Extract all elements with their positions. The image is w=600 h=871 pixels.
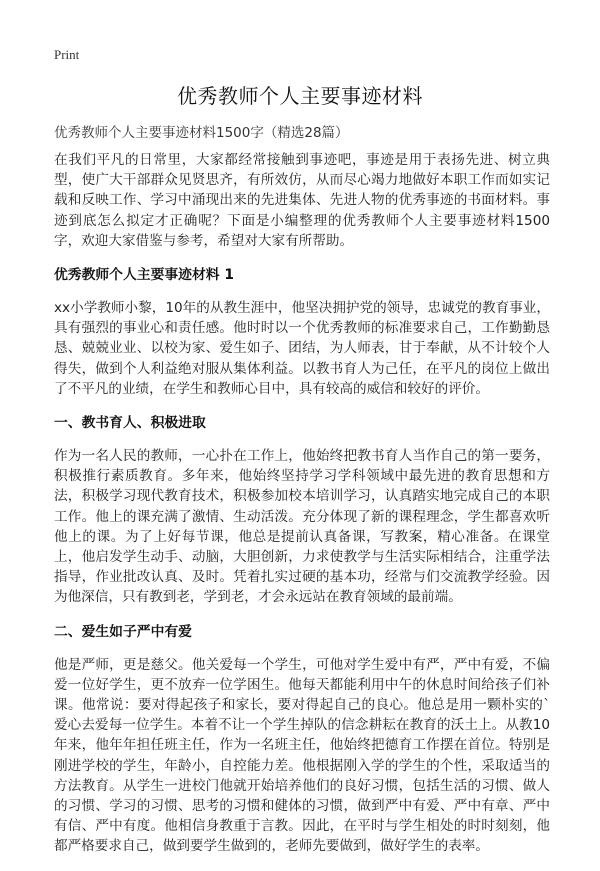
document-body [54,150,550,871]
print-label: Print [54,47,80,62]
section-heading: 一、教书育人、积极进取 [54,415,206,432]
section-paragraph: 他是严师，更是慈父。他关爱每一个学生，可他对学生爱中有严，严中有爱，不偏爱一位好学生，更不放弃一位学困生。他每天都能利用中午的休息时间给孩子们补课。他常说：要对得起孩子和家长，要对得起自己的良心。他总是用一颗朴实的`爱心去爱每一位学生。本着不让一个学生掉队的信念耕耘在教育的沃土上。从教10年来，他年年担任班主任，作为一名班主任，他始终把德育工作摆在首位。特别是刚进学校的学生，年龄小，自控能力差。他根据刚入学的学生的个性，采取适当的方法教育。从学生一进校门他就开始培养他们的良好习惯，包括生活的习惯、做人的习惯、学习的习惯、思考的习惯和健体的习惯，做到严中有爱、严中有章、严中有信、严中有度。他相信身教重于言教。因此，在平时与学生相处的时时刻刻，他都严格要求自己，做到要学生做到的，老师先要做到，做好学生的表率。 [54,656,550,855]
intro-paragraph: 在我们平凡的日常里，大家都经常接触到事迹吧，事迹是用于表扬先进、树立典型，使广大干部群众见贤思齐，有所效仿，从而尽心竭力地做好本职工作而如实记载和反映工作、学习中涌现出来的先进集体、先进人物的优秀事迹的书面材料。事迹到底怎么拟定才正确呢？下面是小编整理的优秀教师个人主要事迹材料1500字，欢迎大家借鉴与参考，希望对大家有所帮助。 [54,152,550,249]
document-subtitle: 优秀教师个人主要事迹材料1500字（精选28篇） [54,125,349,141]
section-paragraph: 作为一名人民的教师，一心扑在工作上，他始终把教书育人当作自己的第一要务，积极推行素质教育。多年来，他始终坚持学习学科领域中最先进的教育思想和方法，积极学习现代教育技术，积极参加校本培训学习，认真踏实地完成自己的本职工作。他上的课充满了激情、生动活泼。充分体现了新的课程理念，学生都喜欢听他上的课。为了上好每节课，他总是提前认真备课，写教案，精心准备。在课堂上，他启发学生动手、动脑，大胆创新，力求使教学与生活实际相结合，注重学法指导，作业批改认真、及时。凭着扎实过硬的基本功，经常与们交流教学经验。因为他深信，只有教到老，学到老，才会永远站在教育领域的最前端。 [54,448,550,606]
article-intro-paragraph: xx小学教师小黎，10年的从教生涯中，他坚决拥护党的领导，忠诚党的教育事业，具有强烈的事业心和责任感。他时时以一个优秀教师的标准要求自己，工作勤勤恳恳、兢兢业业、以校为家、爱生如子、团结，为人师表，甘于奉献，从不计较个人得失，做到个人利益绝对服从集体利益。以教书育人为己任，在平凡的岗位上做出了不平凡的业绩，在学生和教师心目中，具有较高的威信和较好的评价。 [54,300,550,397]
section-heading: 二、爱生如子严中有爱 [54,623,192,640]
document-title: 优秀教师个人主要事迹材料 [177,84,423,108]
article-heading: 优秀教师个人主要事迹材料 1 [54,267,234,284]
